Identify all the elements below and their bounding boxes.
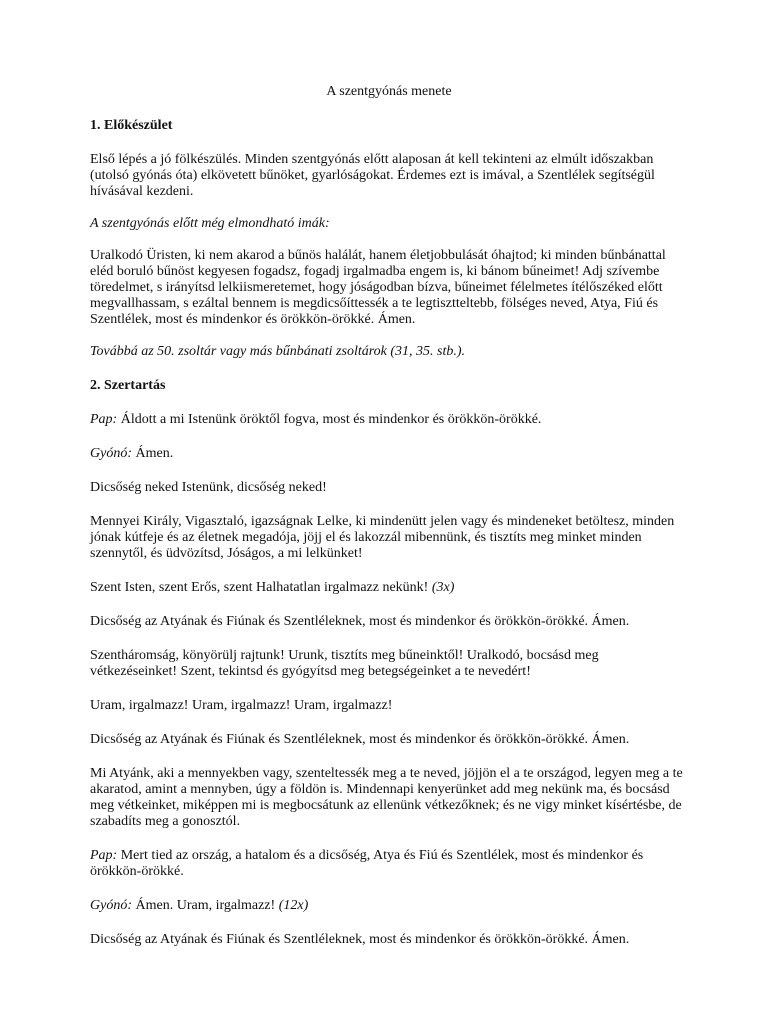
speaker-label: Pap: bbox=[90, 848, 118, 863]
speaker-label: Gyónó: bbox=[90, 446, 132, 461]
ritual-line-4: Mennyei Király, Vigasztaló, igazságnak Lelke, ki mindenütt jelen vagy és mindeneket betöltesz, minden jónak kútfeje és az életnek megadója, jöjj el és lakozzál mibennünk, és tisztíts meg minket minden szennytől, és üdvözítsd, Jóságos, a mi lelkünket! bbox=[90, 514, 675, 561]
ritual-line-2 bbox=[90, 446, 688, 462]
section-heading-preparation: 1. Előkészület bbox=[90, 118, 173, 133]
psalms-note: Továbbá az 50. zsoltár vagy más bűnbánati zsoltárok (31, 35. stb.). bbox=[90, 344, 466, 359]
ritual-line-11 bbox=[90, 848, 688, 880]
ritual-line-10: Mi Atyánk, aki a mennyekben vagy, szenteltessék meg a te neved, jöjjön el a te országod, legyen meg a te akaratod, amint a mennyben, úgy a földön is. Mindennapi kenyerünket add meg nekünk ma, és bocsásd meg vétkeinket, miképpen mi is megbocsátunk az ellenünk vétkezőknek; és ne vigy minket kísértésbe, de szabadíts meg a gonosztól. bbox=[90, 766, 683, 829]
prayers-label: A szentgyónás előtt még elmondható imák: bbox=[90, 216, 330, 231]
ritual-line-6: Dicsőség az Atyának és Fiúnak és Szentléleknek, most és mindenkor és örökkön-örökké. Ámen. bbox=[90, 614, 630, 629]
ritual-line-13: Dicsőség az Atyának és Fiúnak és Szentléleknek, most és mindenkor és örökkön-örökké. Ámen. bbox=[90, 932, 630, 947]
ritual-line-7: Szentháromság, könyörülj rajtunk! Urunk, tisztíts meg bűneinktől! Uralkodó, bocsásd meg vétkezéseinket! Szent, tekintsd és gyógyítsd meg betegségeinket a te nevedért! bbox=[90, 648, 599, 679]
line-text: Ámen. bbox=[132, 446, 174, 461]
repeat-note: (12x) bbox=[278, 898, 309, 913]
speaker-label: Gyónó: bbox=[90, 898, 132, 913]
line-text: Mert tied az ország, a hatalom és a dicsőség, Atya és Fiú és Szentlélek, most és mindenkor és örökkön-örökké. bbox=[90, 848, 644, 879]
opening-prayer: Uralkodó Üristen, ki nem akarod a bűnös halálát, hanem életjobbulását óhajtod; ki minden bűnbánattal eléd boruló bűnöst kegyesen fogadsz, fogadj irgalmadba engem is, ki bánom bűneimet! Adj szívembe töredelmet, s irányítsd lelkiismeretemet, hogy jóságodban bízva, bűneimet félelmetes ítélőszéked előtt megvallhassam, s ezáltal bennem is megdicsőíttessék a te legtisztteltebb, fölséges neved, Atya, Fiú és Szentlélek, most és mindenkor és örökkön-örökké. Ámen. bbox=[90, 248, 666, 327]
ritual-line-8: Uram, irgalmazz! Uram, irgalmazz! Uram, irgalmazz! bbox=[90, 698, 393, 713]
line-text: Szent Isten, szent Erős, szent Halhatatlan irgalmazz nekünk! bbox=[90, 580, 432, 595]
section-heading-ritual: 2. Szertartás bbox=[90, 378, 166, 393]
repeat-note: (3x) bbox=[431, 580, 455, 595]
ritual-line-9: Dicsőség az Atyának és Fiúnak és Szentléleknek, most és mindenkor és örökkön-örökké. Ámen. bbox=[90, 732, 630, 747]
ritual-line-3: Dicsőség neked Istenünk, dicsőség neked! bbox=[90, 480, 327, 495]
ritual-line-12 bbox=[90, 898, 688, 914]
speaker-label: Pap: bbox=[90, 412, 118, 427]
ritual-line-5 bbox=[90, 580, 688, 596]
preparation-intro: Első lépés a jó fölkészülés. Minden szentgyónás előtt alaposan át kell tekinteni az elmúlt időszakban (utolsó gyónás óta) elkövetett bűnöket, gyarlóságokat. Érdemes ezt is imával, a Szentlélek segítségül hívásával kezdeni. bbox=[90, 152, 655, 199]
ritual-line-1 bbox=[90, 412, 688, 428]
line-text: Ámen. Uram, irgalmazz! bbox=[132, 898, 279, 913]
document-title: A szentgyónás menete bbox=[326, 84, 452, 99]
line-text: Áldott a mi Istenünk öröktől fogva, most és mindenkor és örökkön-örökké. bbox=[117, 412, 542, 427]
